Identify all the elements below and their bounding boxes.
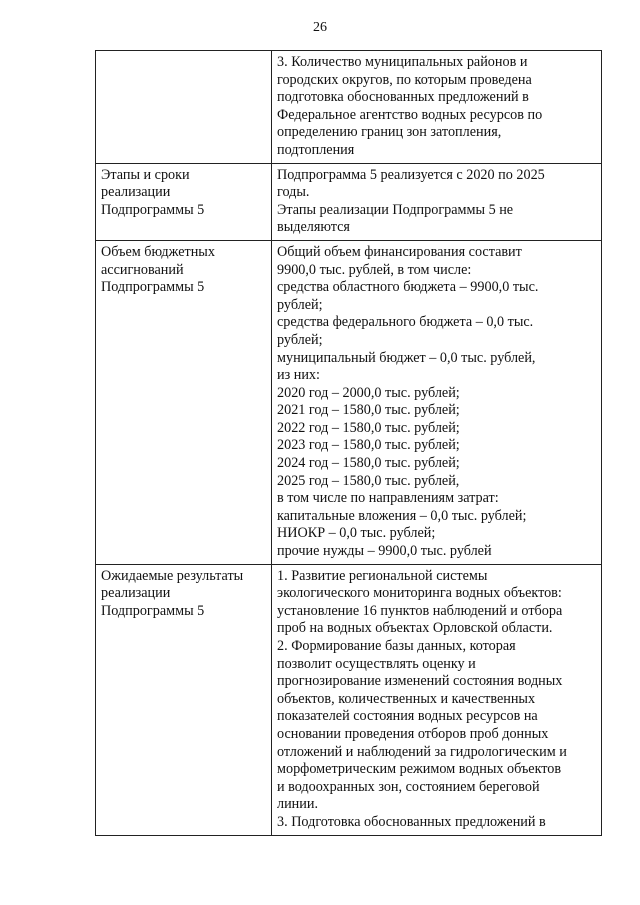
- row-content-line: 2021 год – 1580,0 тыс. рублей;: [277, 402, 460, 419]
- row-content-line: 2023 год – 1580,0 тыс. рублей;: [277, 437, 460, 454]
- row-content-line: основании проведения отборов проб донных: [277, 725, 549, 742]
- row-label-cell: [96, 51, 272, 164]
- row-label-line: Подпрограммы 5: [101, 279, 205, 296]
- table-row: [96, 51, 602, 164]
- row-content-line: показателей состояния водных ресурсов на: [277, 708, 538, 725]
- row-content-line: подготовка обоснованных предложений в: [277, 89, 529, 106]
- row-content-line: средства областного бюджета – 9900,0 тыс.: [277, 279, 539, 296]
- row-label-line: реализации: [101, 585, 171, 602]
- row-content-line: муниципальный бюджет – 0,0 тыс. рублей,: [277, 349, 536, 366]
- row-content-line: подтопления: [277, 141, 355, 158]
- row-content-cell: [272, 564, 602, 835]
- row-content-line: 2022 год – 1580,0 тыс. рублей;: [277, 419, 460, 436]
- row-label-cell: [96, 163, 272, 240]
- subprogram-passport-table: [95, 50, 602, 836]
- row-content-cell: [272, 163, 602, 240]
- row-content-line: в том числе по направлениям затрат:: [277, 490, 499, 507]
- row-content-line: прогнозирование изменений состояния водных: [277, 673, 563, 690]
- row-content-line: годы.: [277, 184, 310, 201]
- row-content-line: Подпрограмма 5 реализуется с 2020 по 2025: [277, 166, 545, 183]
- row-content-line: Этапы реализации Подпрограммы 5 не: [277, 201, 514, 218]
- row-content-line: 2025 год – 1580,0 тыс. рублей,: [277, 472, 460, 489]
- row-content-line: 9900,0 тыс. рублей, в том числе:: [277, 261, 472, 278]
- row-content-line: 3. Количество муниципальных районов и: [277, 54, 528, 70]
- table-body: [96, 51, 602, 836]
- row-label-line: реализации: [101, 184, 171, 201]
- row-content-line: Общий объем финансирования составит: [277, 243, 522, 260]
- row-content-line: морфометрическим режимом водных объектов: [277, 761, 562, 778]
- row-content-line: определению границ зон затопления,: [277, 124, 502, 141]
- row-label-line: Подпрограммы 5: [101, 201, 205, 218]
- table-row: [96, 564, 602, 835]
- row-content-line: из них:: [277, 367, 320, 384]
- row-content-line: линии.: [277, 796, 318, 813]
- row-content-line: средства федерального бюджета – 0,0 тыс.: [277, 314, 534, 331]
- row-content-line: 1. Развитие региональной системы: [277, 567, 488, 584]
- row-content-line: отложений и наблюдений за гидрологическим и: [277, 743, 567, 760]
- row-content-line: 3. Подготовка обоснованных предложений в: [277, 813, 546, 830]
- row-label-line: Ожидаемые результаты: [101, 567, 244, 584]
- row-content-line: объектов, количественных и качественных: [277, 690, 536, 707]
- row-content-cell: [272, 51, 602, 164]
- row-content-line: установление 16 пунктов наблюдений и отбора: [277, 602, 563, 619]
- row-content-line: Федеральное агентство водных ресурсов по: [277, 106, 543, 123]
- row-content-line: НИОКР – 0,0 тыс. рублей;: [277, 525, 436, 542]
- row-content-line: позволит осуществлять оценку и: [277, 655, 476, 672]
- row-content-line: 2020 год – 2000,0 тыс. рублей;: [277, 384, 460, 401]
- row-content-line: рублей;: [277, 331, 323, 348]
- row-content-line: прочие нужды – 9900,0 тыс. рублей: [277, 543, 492, 560]
- row-label-line: Этапы и сроки: [101, 166, 190, 183]
- row-content-line: и водоохранных зон, состоянием береговой: [277, 778, 540, 795]
- row-label-cell: [96, 564, 272, 835]
- row-label-line: Объем бюджетных: [101, 243, 215, 260]
- row-content-line: проб на водных объектах Орловской области.: [277, 620, 553, 637]
- row-content-line: экологического мониторинга водных объектов:: [277, 585, 562, 602]
- row-label-line: Подпрограммы 5: [101, 602, 205, 619]
- page-number: 26: [313, 20, 327, 35]
- row-content-line: городских округов, по которым проведена: [277, 71, 532, 88]
- table-row: [96, 163, 602, 240]
- row-content-line: 2. Формирование базы данных, которая: [277, 638, 516, 654]
- row-content-cell: [272, 240, 602, 564]
- row-label-cell: [96, 240, 272, 564]
- row-content-line: выделяются: [277, 219, 350, 236]
- row-content-line: капитальные вложения – 0,0 тыс. рублей;: [277, 507, 527, 524]
- row-content-line: рублей;: [277, 296, 323, 313]
- table-row: [96, 240, 602, 564]
- row-label-line: ассигнований: [101, 261, 184, 278]
- row-content-line: 2024 год – 1580,0 тыс. рублей;: [277, 455, 460, 472]
